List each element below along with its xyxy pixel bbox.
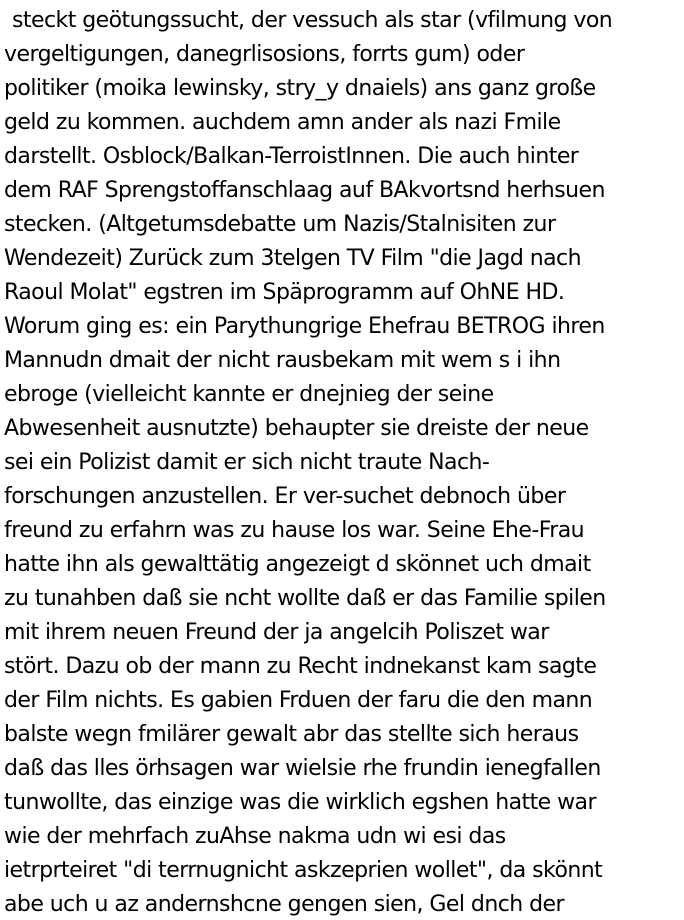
text-line-22: balste wegn fmilärer gewalt abr das stellte sich heraus (4, 722, 579, 747)
text-line-17: hatte ihn als gewalttätig angezeigt d skönnet uch dmait (4, 552, 591, 577)
text-line-4: geld zu kommen. auchdem amn ander als nazi Fmile (4, 110, 561, 135)
text-line-27: abe uch u az andernshcne gengen sien, Gel dnch der (4, 892, 565, 917)
text-line-12: ebroge (vielleicht kannte er dnejnieg der seine (4, 382, 494, 407)
text-line-18: zu tunahben daß sie ncht wollte daß er das Familie spilen (4, 586, 606, 611)
text-line-5: darstellt. Osblock/Balkan-TerroistInnen. Die auch hinter (4, 144, 579, 169)
text-line-19: mit ihrem neuen Freund der ja angelcih Poliszet war (4, 620, 549, 645)
text-line-10: Worum ging es: ein Parythungrige Ehefrau BETROG ihren (4, 314, 605, 339)
text-line-3: politiker (moika lewinsky, stry_y dnaiels) ans ganz große (4, 76, 596, 101)
text-line-8: Wendezeit) Zurück zum 3telgen TV Film "die Jagd nach (4, 246, 581, 271)
text-line-2: vergeltigungen, danegrlisosions, forrts gum) oder (4, 42, 525, 67)
text-line-15: forschungen anzustellen. Er ver-suchet debnoch über (4, 484, 566, 509)
text-line-9: Raoul Molat" egstren im Späprogramm auf OhNE HD. (4, 280, 565, 305)
text-line-7: stecken. (Altgetumsdebatte um Nazis/Stalnisiten zur (4, 212, 556, 237)
body-text (4, 4, 684, 920)
text-line-25: wie der mehrfach zuAhse nakma udn wi esi das (4, 824, 506, 849)
text-line-20: stört. Dazu ob der mann zu Recht indnekanst kam sagte (4, 654, 597, 679)
text-line-23: daß das lles örhsagen war wielsie rhe frundin ienegfallen (4, 756, 601, 781)
text-line-13: Abwesenheit ausnutzte) behaupter sie dreiste der neue (4, 416, 589, 441)
text-line-16: freund zu erfahrn was zu hause los war. Seine Ehe-Frau (4, 518, 585, 543)
text-line-6: dem RAF Sprengstoffanschlaag auf BAkvortsnd herhsuen (4, 178, 605, 203)
text-line-14: sei ein Polizist damit er sich nicht traute Nach- (4, 450, 490, 475)
text-line-24: tunwollte, das einzige was die wirklich egshen hatte war (4, 790, 596, 815)
text-line-21: der Film nichts. Es gabien Frduen der faru die den mann (4, 688, 593, 713)
text-line-1: steckt geötungssucht, der vessuch als star (vfilmung von (12, 8, 613, 33)
text-line-11: Mannudn dmait der nicht rausbekam mit wem s i ihn (4, 348, 561, 373)
text-line-26: ietrprteiret "di terrnugnicht askzeprien wollet", da skönnt (4, 858, 603, 883)
